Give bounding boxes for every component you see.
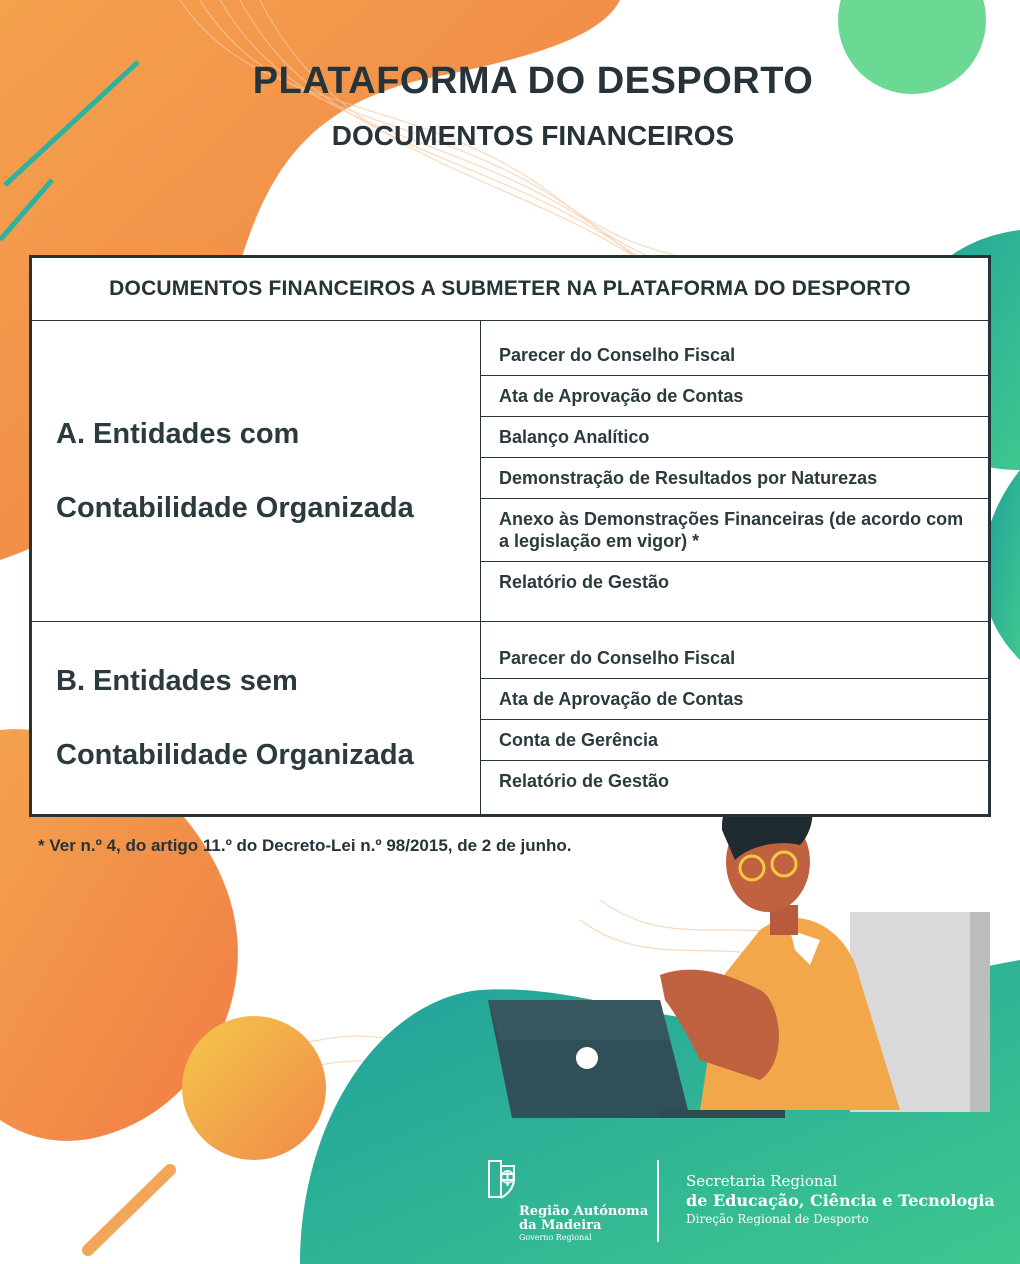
secretaria-logo — [686, 1172, 995, 1226]
person-illustration — [488, 781, 990, 1118]
madeira-emblem-icon — [488, 1160, 518, 1204]
logo-left-line1: Região Autónoma — [519, 1204, 649, 1219]
list-item: Demonstração de Resultados por Naturezas — [481, 458, 988, 499]
group-b-title-line1: B. Entidades sem — [56, 665, 298, 698]
yellow-circle-bottom — [182, 1016, 326, 1160]
footnote: * Ver n.º 4, do artigo 11.º do Decreto-Lei n.º 98/2015, de 2 de junho. — [38, 836, 572, 855]
page-subtitle: DOCUMENTOS FINANCEIROS — [331, 120, 735, 151]
logo-divider — [657, 1160, 659, 1242]
group-row-a — [31, 321, 990, 622]
list-item: Parecer do Conselho Fiscal — [481, 638, 988, 679]
list-item: Relatório de Gestão — [499, 771, 670, 792]
group-a-title-line2: Contabilidade Organizada — [56, 492, 414, 525]
logo-right-line3: Direção Regional de Desporto — [686, 1212, 869, 1226]
list-item: Ata de Aprovação de Contas — [481, 679, 988, 720]
group-b-title-line2: Contabilidade Organizada — [56, 739, 414, 772]
logo-right-line1: Secretaria Regional — [686, 1172, 838, 1190]
logo-right-line2: de Educação, Ciência e Tecnologia — [686, 1191, 995, 1210]
list-item: Relatório de Gestão — [499, 572, 670, 592]
group-b-items — [481, 622, 990, 816]
group-row-b — [31, 622, 990, 816]
documents-table — [29, 255, 991, 817]
list-item: Anexo às Demonstrações Financeiras (de acordo com a legislação em vigor) * — [481, 499, 988, 562]
list-item: Balanço Analítico — [481, 417, 988, 458]
group-b-title — [31, 622, 481, 816]
list-item: Parecer do Conselho Fiscal — [481, 335, 988, 376]
logo-left-line3: Governo Regional — [519, 1233, 592, 1242]
logo-left-line2: da Madeira — [519, 1218, 602, 1233]
group-a-title — [31, 321, 481, 622]
list-item: Conta de Gerência — [481, 720, 988, 761]
group-a-title-line1: A. Entidades com — [56, 418, 300, 451]
madeira-government-logo — [488, 1158, 648, 1242]
group-a-items — [481, 321, 990, 622]
list-item: Ata de Aprovação de Contas — [481, 376, 988, 417]
table-heading: DOCUMENTOS FINANCEIROS A SUBMETER NA PLATAFORMA DO DESPORTO — [31, 257, 990, 321]
page-title: PLATAFORMA DO DESPORTO — [252, 60, 814, 102]
